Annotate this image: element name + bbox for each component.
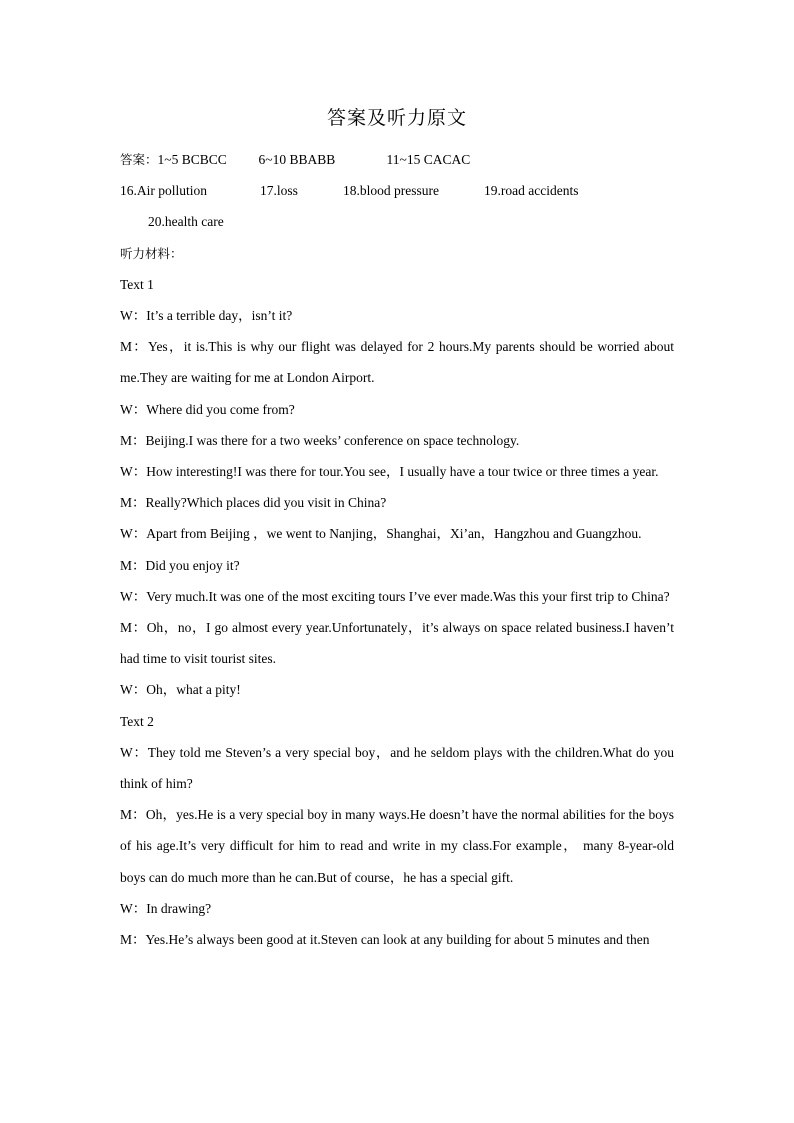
dialogue-line bbox=[120, 674, 674, 705]
dialogue-line bbox=[120, 612, 674, 674]
utterance: They told me Steven’s a very special boy，and he seldom plays with the children.What do you think of him? bbox=[120, 744, 674, 792]
utterance: Did you enjoy it? bbox=[145, 557, 240, 573]
document-body bbox=[120, 144, 674, 955]
page-title: 答案及听力原文 bbox=[326, 107, 467, 129]
dialogue-line bbox=[120, 924, 674, 955]
speaker: W： bbox=[120, 308, 147, 324]
section-heading: Text 1 bbox=[120, 276, 154, 292]
blank-answer: 19.road accidents bbox=[484, 183, 579, 199]
section-heading: Text 2 bbox=[120, 713, 154, 729]
speaker: W： bbox=[120, 464, 147, 480]
speaker: M： bbox=[120, 620, 147, 636]
speaker: W： bbox=[120, 744, 148, 760]
dialogue-line bbox=[120, 394, 674, 425]
blank-answer: 18.blood pressure bbox=[343, 183, 439, 199]
dialogue-line bbox=[120, 737, 674, 799]
blank-answer: 16.Air pollution bbox=[120, 183, 207, 199]
speaker: W： bbox=[120, 900, 147, 916]
utterance: In drawing? bbox=[146, 900, 212, 916]
utterance: Really?Which places did you visit in China? bbox=[145, 495, 387, 511]
dialogue-line bbox=[120, 518, 674, 549]
dialogue-line bbox=[120, 425, 674, 456]
dialogue-line bbox=[120, 300, 674, 331]
speaker: M： bbox=[120, 807, 146, 823]
dialogue-line bbox=[120, 581, 674, 612]
utterance: Where did you come from? bbox=[146, 401, 295, 417]
speaker: M： bbox=[120, 432, 146, 448]
answer-blanks-row bbox=[120, 206, 674, 237]
dialogue-line bbox=[120, 893, 674, 924]
dialogue-line bbox=[120, 487, 674, 518]
utterance: Beijing.I was there for a two weeks’ conference on space technology. bbox=[145, 432, 520, 448]
speaker: W： bbox=[120, 588, 147, 604]
blank-answer: 20.health care bbox=[148, 214, 224, 230]
answer-group: 11~15 CACAC bbox=[386, 152, 471, 167]
utterance: How interesting!I was there for tour.You see，I usually have a tour twice or three times a year. bbox=[146, 464, 659, 480]
dialogue-line bbox=[120, 550, 674, 581]
utterance: It’s a terrible day，isn’t it? bbox=[146, 308, 293, 324]
utterance: Oh，no，I go almost every year.Unfortunately，it’s always on space related business.I haven’t had time to visit tourist sites. bbox=[120, 620, 674, 667]
speaker: M： bbox=[120, 339, 149, 355]
utterance: Yes.He’s always been good at it.Steven can look at any building for about 5 minutes and then bbox=[145, 932, 650, 948]
speaker: M： bbox=[120, 495, 146, 511]
speaker: M： bbox=[120, 932, 146, 948]
speaker: W： bbox=[120, 526, 147, 542]
dialogue-line bbox=[120, 331, 674, 393]
blank-answer: 17.loss bbox=[260, 183, 298, 199]
utterance: Very much.It was one of the most exciting tours I’ve ever made.Was this your first trip to China? bbox=[146, 588, 670, 604]
utterance: Oh，what a pity! bbox=[146, 682, 241, 698]
dialogue-line bbox=[120, 456, 674, 487]
answer-blanks-row bbox=[120, 175, 674, 206]
utterance: Apart from Beijing ，we went to Nanjing，Shanghai，Xi’an，Hangzhou and Guangzhou. bbox=[146, 526, 642, 542]
listening-label: 听力材料： bbox=[120, 245, 183, 261]
speaker: M： bbox=[120, 557, 146, 573]
utterance: Yes，it is.This is why our flight was delayed for 2 hours.My parents should be worried about me.They are waiting for me at London Airport. bbox=[120, 339, 674, 386]
dialogue-line bbox=[120, 799, 674, 893]
utterance: Oh，yes.He is a very special boy in many ways.He doesn’t have the normal abilities for the boys of his age.It’s very difficult for him to read and write in my class.For example， many 8-year-old boys can do much more than he can.But of course，he has a special gift. bbox=[120, 807, 674, 885]
speaker: W： bbox=[120, 401, 147, 417]
answer-group: 6~10 BBABB bbox=[258, 152, 336, 167]
speaker: W： bbox=[120, 682, 147, 698]
answer-key-row bbox=[120, 144, 674, 175]
answers-label: 答案： bbox=[120, 152, 158, 167]
answer-group: 1~5 BCBCC bbox=[157, 152, 227, 167]
